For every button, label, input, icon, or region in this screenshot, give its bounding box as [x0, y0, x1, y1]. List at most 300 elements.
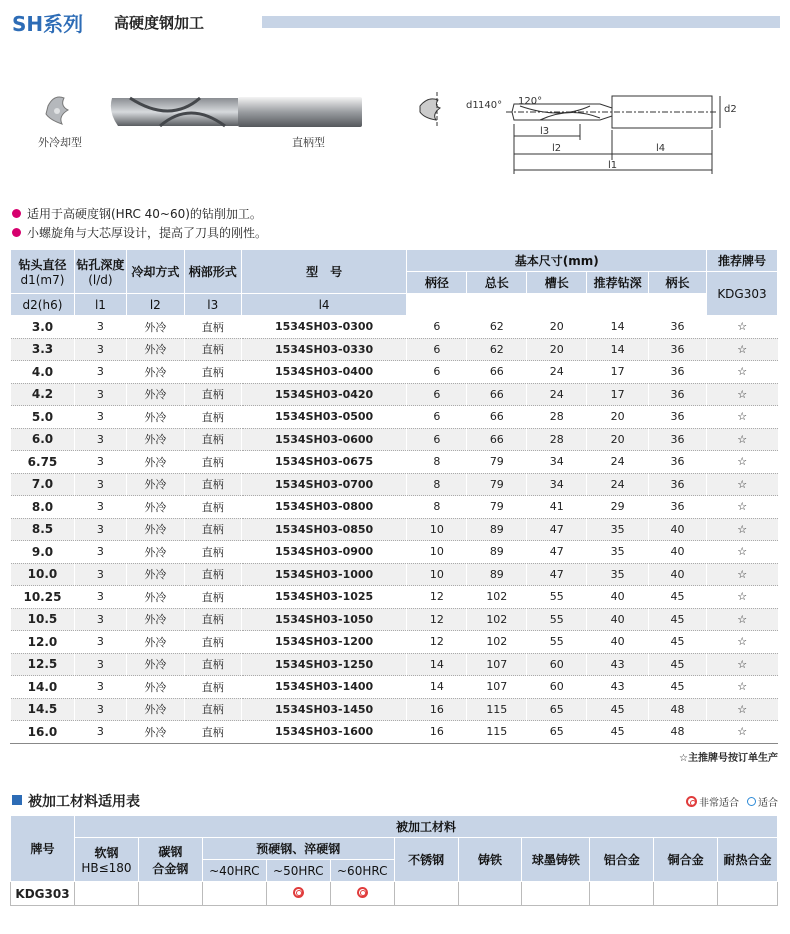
col-depth: 钻孔深度 (l/d) [74, 250, 126, 294]
cell-grade: ☆ [706, 608, 777, 631]
table-row [11, 338, 778, 361]
cell-total: 89 [467, 541, 527, 564]
dim-l2: l2 [552, 143, 562, 154]
cell-flute: 34 [527, 473, 587, 496]
cell-cooling: 外冷 [126, 586, 184, 609]
cell-drill-depth: 35 [587, 563, 649, 586]
table-row [11, 383, 778, 406]
mat-col-copper: 铜合金 [654, 838, 718, 882]
cell-shank-d: 6 [407, 406, 467, 429]
cell-cooling: 外冷 [126, 631, 184, 654]
coolant-label: 外冷却型 [38, 136, 82, 149]
cell-flute: 20 [527, 316, 587, 339]
cell-shank-len: 36 [649, 451, 707, 474]
footnote: ☆主推牌号按订单生产 [679, 753, 778, 764]
cell-shank-len: 36 [649, 496, 707, 519]
cell-flute: 55 [527, 586, 587, 609]
col-shank-type: 柄部形式 [184, 250, 241, 294]
cell-drill-depth: 24 [587, 473, 649, 496]
col-recommend: 推荐牌号 [706, 250, 777, 272]
cell-depth: 3 [74, 451, 126, 474]
cell-grade: ☆ [706, 721, 777, 744]
legend-best-label: 非常适合 [699, 798, 739, 809]
cell-depth: 3 [74, 361, 126, 384]
cell-depth: 3 [74, 541, 126, 564]
cell-depth: 3 [74, 518, 126, 541]
materials-title: 被加工材料适用表 [28, 794, 140, 810]
cell-drill-depth: 17 [587, 361, 649, 384]
col-model: 型 号 [241, 250, 407, 294]
cell-cooling: 外冷 [126, 676, 184, 699]
cell-cooling: 外冷 [126, 383, 184, 406]
cell-cooling: 外冷 [126, 451, 184, 474]
cell-depth: 3 [74, 316, 126, 339]
cell-cooling: 外冷 [126, 473, 184, 496]
tool-figures [0, 70, 790, 190]
mat-col-hrc60: ~60HRC [330, 860, 394, 882]
mat-row-grade: KDG303 [11, 882, 75, 906]
cell-flute: 60 [527, 653, 587, 676]
series-title: SH系列 [12, 12, 84, 36]
mat-col-grade: 牌号 [11, 816, 75, 882]
table-row [11, 563, 778, 586]
cell-diameter: 14.5 [11, 698, 75, 721]
cell-diameter: 6.75 [11, 451, 75, 474]
cell-diameter: 14.0 [11, 676, 75, 699]
cell-model: 1534SH03-1000 [241, 563, 407, 586]
materials-row [11, 882, 778, 906]
cell-diameter: 5.0 [11, 406, 75, 429]
cell-total: 66 [467, 361, 527, 384]
mat-cell-stainless [394, 882, 458, 906]
cell-model: 1534SH03-0300 [241, 316, 407, 339]
bullet-dot-icon [12, 209, 21, 218]
cell-flute: 20 [527, 338, 587, 361]
legend-ok-label: 适合 [758, 798, 778, 809]
mat-col-main: 被加工材料 [74, 816, 777, 838]
cell-model: 1534SH03-0420 [241, 383, 407, 406]
cell-shank-len: 40 [649, 541, 707, 564]
cell-drill-depth: 14 [587, 338, 649, 361]
series-subtitle: 高硬度钢加工 [114, 14, 205, 32]
cell-drill-depth: 45 [587, 698, 649, 721]
shank-label: 直柄型 [292, 136, 325, 149]
cell-grade: ☆ [706, 383, 777, 406]
cell-drill-depth: 40 [587, 631, 649, 654]
cell-model: 1534SH03-0400 [241, 361, 407, 384]
cell-cooling: 外冷 [126, 406, 184, 429]
cell-shank-type: 直柄 [184, 608, 241, 631]
cell-depth: 3 [74, 721, 126, 744]
cell-shank-type: 直柄 [184, 653, 241, 676]
cell-shank-type: 直柄 [184, 541, 241, 564]
col-cooling: 冷却方式 [126, 250, 184, 294]
technical-drawing [420, 92, 720, 174]
cell-model: 1534SH03-1250 [241, 653, 407, 676]
cell-drill-depth: 20 [587, 428, 649, 451]
cell-grade: ☆ [706, 406, 777, 429]
cell-flute: 24 [527, 361, 587, 384]
cell-grade: ☆ [706, 316, 777, 339]
cell-shank-type: 直柄 [184, 721, 241, 744]
cell-shank-len: 36 [649, 361, 707, 384]
col-diameter: 钻头直径 d1(m7) [11, 250, 75, 294]
cell-shank-len: 36 [649, 406, 707, 429]
table-row [11, 473, 778, 496]
cell-shank-d: 12 [407, 608, 467, 631]
table-row [11, 608, 778, 631]
cell-total: 66 [467, 406, 527, 429]
cell-diameter: 10.5 [11, 608, 75, 631]
table-row [11, 586, 778, 609]
cell-drill-depth: 24 [587, 451, 649, 474]
cell-diameter: 7.0 [11, 473, 75, 496]
table-row [11, 451, 778, 474]
cell-grade: ☆ [706, 586, 777, 609]
cell-shank-d: 16 [407, 721, 467, 744]
table-row [11, 316, 778, 339]
cell-model: 1534SH03-1450 [241, 698, 407, 721]
cell-shank-type: 直柄 [184, 496, 241, 519]
cell-cooling: 外冷 [126, 541, 184, 564]
cell-total: 107 [467, 653, 527, 676]
cell-shank-len: 40 [649, 563, 707, 586]
dim-angle-140: 140° [478, 100, 503, 111]
very-suitable-icon [293, 887, 304, 898]
cell-grade: ☆ [706, 518, 777, 541]
cell-cooling: 外冷 [126, 653, 184, 676]
cell-shank-type: 直柄 [184, 338, 241, 361]
col-flute: 槽长 [527, 272, 587, 294]
dim-l4: l4 [656, 143, 666, 154]
cell-cooling: 外冷 [126, 428, 184, 451]
cell-model: 1534SH03-0700 [241, 473, 407, 496]
cell-model: 1534SH03-1025 [241, 586, 407, 609]
table-row [11, 541, 778, 564]
cell-shank-d: 14 [407, 676, 467, 699]
cell-total: 115 [467, 721, 527, 744]
cell-model: 1534SH03-0850 [241, 518, 407, 541]
cell-shank-len: 45 [649, 608, 707, 631]
mat-cell-hrc40 [202, 882, 266, 906]
table-row [11, 406, 778, 429]
cell-drill-depth: 35 [587, 541, 649, 564]
cell-shank-type: 直柄 [184, 563, 241, 586]
mat-col-hardened: 预硬钢、淬硬钢 [202, 838, 394, 860]
cell-grade: ☆ [706, 653, 777, 676]
cell-shank-d: 6 [407, 383, 467, 406]
cell-drill-depth: 14 [587, 316, 649, 339]
cell-diameter: 8.5 [11, 518, 75, 541]
cell-shank-d: 6 [407, 361, 467, 384]
mat-cell-hrc50 [266, 882, 330, 906]
cell-model: 1534SH03-0330 [241, 338, 407, 361]
col-shank-len: 柄长 [649, 272, 707, 294]
cell-flute: 47 [527, 518, 587, 541]
cell-flute: 34 [527, 451, 587, 474]
cell-cooling: 外冷 [126, 563, 184, 586]
cell-drill-depth: 45 [587, 721, 649, 744]
cell-grade: ☆ [706, 676, 777, 699]
col-grade: KDG303 [706, 272, 777, 316]
cell-diameter: 6.0 [11, 428, 75, 451]
cell-shank-type: 直柄 [184, 473, 241, 496]
cell-grade: ☆ [706, 361, 777, 384]
spec-table-body [11, 316, 778, 744]
cell-shank-len: 45 [649, 653, 707, 676]
cell-drill-depth: 20 [587, 406, 649, 429]
table-row [11, 676, 778, 699]
cell-shank-d: 10 [407, 541, 467, 564]
cell-shank-len: 45 [649, 676, 707, 699]
very-suitable-icon [686, 796, 697, 807]
cell-model: 1534SH03-1050 [241, 608, 407, 631]
cell-diameter: 4.2 [11, 383, 75, 406]
cell-shank-d: 8 [407, 473, 467, 496]
cell-model: 1534SH03-1400 [241, 676, 407, 699]
mat-cell-copper [654, 882, 718, 906]
cell-total: 89 [467, 563, 527, 586]
cell-total: 102 [467, 631, 527, 654]
cell-total: 102 [467, 586, 527, 609]
table-row [11, 518, 778, 541]
bullet-dot-icon [12, 228, 21, 237]
cell-shank-d: 16 [407, 698, 467, 721]
cell-grade: ☆ [706, 698, 777, 721]
feature-item: 适用于高硬度钢(HRC 40~60)的钻削加工。 [12, 204, 267, 223]
section-square-icon [12, 795, 22, 805]
cell-shank-d: 12 [407, 586, 467, 609]
cell-drill-depth: 43 [587, 676, 649, 699]
dim-d1: d1 [466, 100, 479, 111]
cell-model: 1534SH03-0500 [241, 406, 407, 429]
page-header [8, 8, 782, 38]
cell-shank-type: 直柄 [184, 451, 241, 474]
cell-shank-type: 直柄 [184, 518, 241, 541]
cell-total: 115 [467, 698, 527, 721]
mat-col-hrc40: ~40HRC [202, 860, 266, 882]
cell-grade: ☆ [706, 451, 777, 474]
cell-depth: 3 [74, 563, 126, 586]
cross-section-icon [46, 97, 68, 124]
mat-cell-heat-resistant [718, 882, 778, 906]
cell-depth: 3 [74, 406, 126, 429]
cell-diameter: 9.0 [11, 541, 75, 564]
cell-shank-len: 45 [649, 586, 707, 609]
dim-d2: d2 [724, 104, 737, 115]
cell-flute: 55 [527, 631, 587, 654]
mat-cell-cast-iron [458, 882, 522, 906]
cell-depth: 3 [74, 383, 126, 406]
materials-section-header [10, 790, 778, 810]
cell-depth: 3 [74, 496, 126, 519]
cell-cooling: 外冷 [126, 518, 184, 541]
cell-total: 79 [467, 496, 527, 519]
table-row [11, 631, 778, 654]
materials-table [10, 815, 778, 906]
table-row [11, 698, 778, 721]
col-shank-len-sym: l4 [241, 294, 407, 316]
cell-shank-type: 直柄 [184, 698, 241, 721]
cell-shank-d: 8 [407, 451, 467, 474]
cell-flute: 65 [527, 698, 587, 721]
cell-diameter: 3.0 [11, 316, 75, 339]
mat-col-stainless: 不锈钢 [394, 838, 458, 882]
cell-shank-d: 12 [407, 631, 467, 654]
cell-drill-depth: 43 [587, 653, 649, 676]
dim-l3: l3 [540, 126, 550, 137]
col-total-sym: l1 [74, 294, 126, 316]
cell-drill-depth: 17 [587, 383, 649, 406]
cell-diameter: 3.3 [11, 338, 75, 361]
mat-col-heat-resistant: 耐热合金 [718, 838, 778, 882]
cell-diameter: 16.0 [11, 721, 75, 744]
cell-model: 1534SH03-1200 [241, 631, 407, 654]
cell-depth: 3 [74, 586, 126, 609]
mat-col-cast-iron: 铸铁 [458, 838, 522, 882]
cell-shank-len: 40 [649, 518, 707, 541]
cell-shank-d: 8 [407, 496, 467, 519]
cell-shank-len: 36 [649, 473, 707, 496]
mat-col-carbon-steel: 碳钢 合金钢 [138, 838, 202, 882]
cell-shank-len: 36 [649, 316, 707, 339]
header-bar [262, 16, 780, 28]
dim-angle-120: 120° [518, 96, 543, 107]
cell-flute: 41 [527, 496, 587, 519]
cell-total: 62 [467, 338, 527, 361]
cell-diameter: 10.0 [11, 563, 75, 586]
cell-diameter: 8.0 [11, 496, 75, 519]
cell-total: 79 [467, 451, 527, 474]
cell-shank-d: 6 [407, 428, 467, 451]
cell-grade: ☆ [706, 473, 777, 496]
cell-flute: 47 [527, 563, 587, 586]
cell-total: 62 [467, 316, 527, 339]
cell-grade: ☆ [706, 428, 777, 451]
cell-shank-d: 14 [407, 653, 467, 676]
cell-flute: 28 [527, 406, 587, 429]
cell-cooling: 外冷 [126, 496, 184, 519]
cell-shank-len: 48 [649, 721, 707, 744]
drill-illustrations [0, 70, 790, 190]
cell-diameter: 4.0 [11, 361, 75, 384]
cell-depth: 3 [74, 653, 126, 676]
feature-list [12, 204, 267, 242]
cell-cooling: 外冷 [126, 698, 184, 721]
cell-flute: 65 [527, 721, 587, 744]
cell-depth: 3 [74, 338, 126, 361]
mat-cell-ductile [522, 882, 590, 906]
mat-cell-soft-steel [74, 882, 138, 906]
cell-flute: 55 [527, 608, 587, 631]
table-row [11, 496, 778, 519]
cell-shank-d: 10 [407, 518, 467, 541]
cell-shank-len: 45 [649, 631, 707, 654]
cell-depth: 3 [74, 676, 126, 699]
cell-shank-type: 直柄 [184, 361, 241, 384]
cell-drill-depth: 40 [587, 586, 649, 609]
cell-drill-depth: 35 [587, 518, 649, 541]
table-row [11, 428, 778, 451]
cell-grade: ☆ [706, 338, 777, 361]
col-drill-depth-sym: l3 [184, 294, 241, 316]
cell-cooling: 外冷 [126, 608, 184, 631]
feature-item: 小螺旋角与大芯厚设计，提高了刀具的刚性。 [12, 223, 267, 242]
table-row [11, 361, 778, 384]
cell-total: 66 [467, 383, 527, 406]
cell-shank-type: 直柄 [184, 586, 241, 609]
cell-shank-len: 36 [649, 338, 707, 361]
cell-cooling: 外冷 [126, 316, 184, 339]
cell-shank-d: 10 [407, 563, 467, 586]
cell-shank-type: 直柄 [184, 676, 241, 699]
very-suitable-icon [357, 887, 368, 898]
spec-table [10, 249, 778, 744]
mat-col-soft-steel: 软钢 HB≤180 [74, 838, 138, 882]
cell-shank-type: 直柄 [184, 316, 241, 339]
cell-total: 79 [467, 473, 527, 496]
col-total: 总长 [467, 272, 527, 294]
cell-model: 1534SH03-0675 [241, 451, 407, 474]
mat-col-hrc50: ~50HRC [266, 860, 330, 882]
cell-cooling: 外冷 [126, 721, 184, 744]
cell-shank-d: 6 [407, 338, 467, 361]
cell-model: 1534SH03-0600 [241, 428, 407, 451]
cell-shank-len: 36 [649, 428, 707, 451]
cell-flute: 24 [527, 383, 587, 406]
cell-shank-d: 6 [407, 316, 467, 339]
cell-diameter: 10.25 [11, 586, 75, 609]
cell-flute: 28 [527, 428, 587, 451]
mat-cell-aluminum [590, 882, 654, 906]
cell-drill-depth: 40 [587, 608, 649, 631]
cell-total: 66 [467, 428, 527, 451]
mat-cell-hrc60 [330, 882, 394, 906]
col-drill-depth: 推荐钻深 [587, 272, 649, 294]
cell-depth: 3 [74, 631, 126, 654]
cell-depth: 3 [74, 473, 126, 496]
cell-shank-type: 直柄 [184, 631, 241, 654]
cell-depth: 3 [74, 428, 126, 451]
cell-grade: ☆ [706, 631, 777, 654]
col-shank-d: 柄径 [407, 272, 467, 294]
cell-model: 1534SH03-1600 [241, 721, 407, 744]
col-flute-sym: l2 [126, 294, 184, 316]
mat-col-ductile: 球墨铸铁 [522, 838, 590, 882]
cell-grade: ☆ [706, 563, 777, 586]
cell-total: 107 [467, 676, 527, 699]
legend [686, 794, 778, 809]
col-shank-d-sym: d2(h6) [11, 294, 75, 316]
cell-depth: 3 [74, 608, 126, 631]
table-row [11, 721, 778, 744]
cell-depth: 3 [74, 698, 126, 721]
suitable-icon [747, 797, 756, 806]
cell-grade: ☆ [706, 496, 777, 519]
cell-total: 89 [467, 518, 527, 541]
cell-cooling: 外冷 [126, 338, 184, 361]
cell-shank-len: 48 [649, 698, 707, 721]
drill-photo-icon [111, 97, 362, 127]
mat-cell-carbon-steel [138, 882, 202, 906]
col-basic-dims: 基本尺寸(mm) [407, 250, 706, 272]
cell-model: 1534SH03-0800 [241, 496, 407, 519]
mat-col-aluminum: 铝合金 [590, 838, 654, 882]
cell-flute: 60 [527, 676, 587, 699]
cell-drill-depth: 29 [587, 496, 649, 519]
cell-shank-type: 直柄 [184, 383, 241, 406]
cell-diameter: 12.5 [11, 653, 75, 676]
